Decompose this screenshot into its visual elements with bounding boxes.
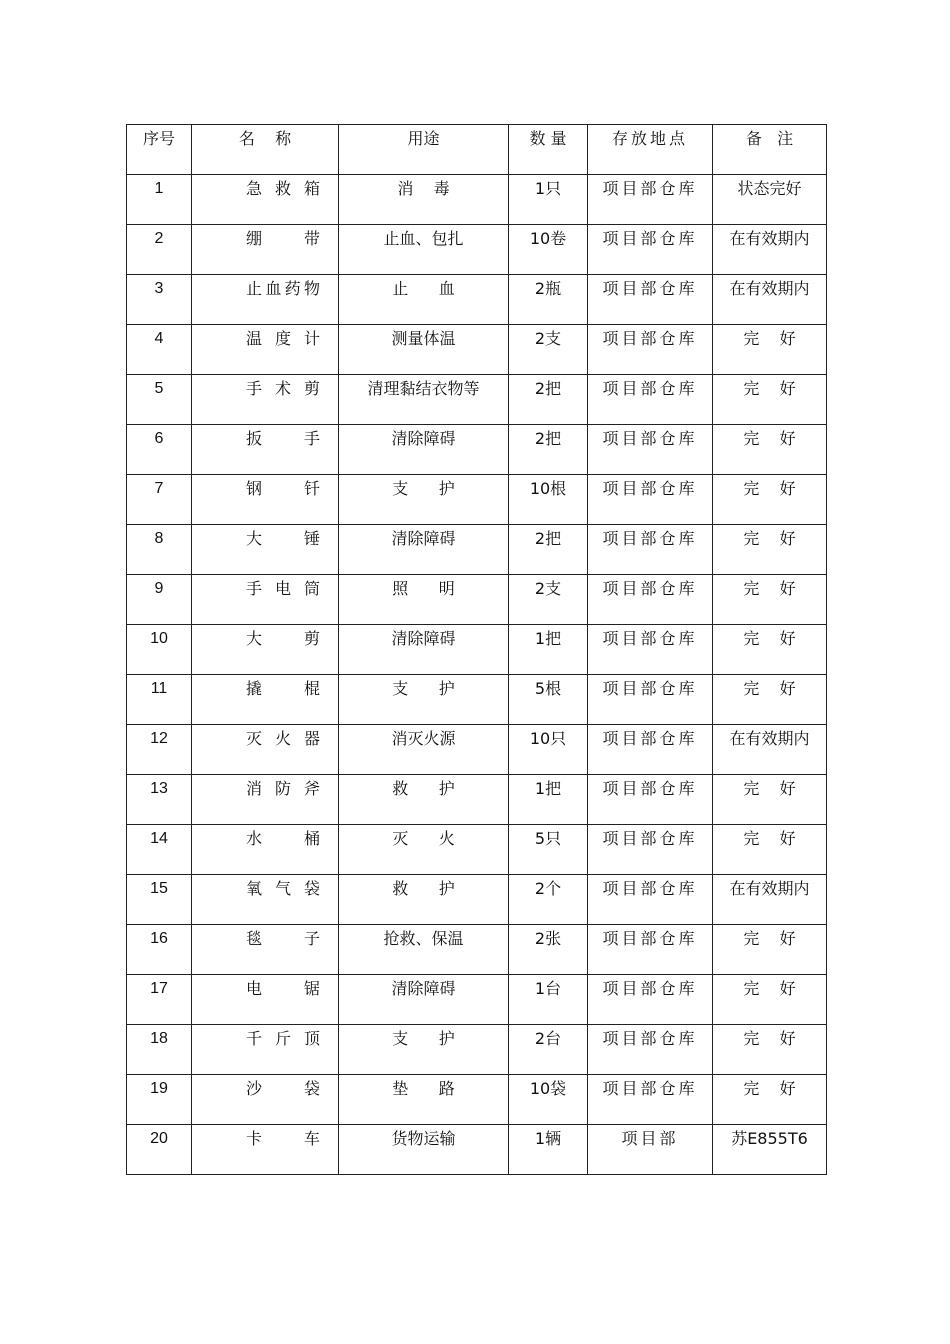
table-row xyxy=(127,925,827,975)
cell-note: 在有效期内 xyxy=(713,275,827,325)
cell-seq: 18 xyxy=(127,1025,192,1075)
cell-note: 完 好 xyxy=(713,375,827,425)
table-row xyxy=(127,175,827,225)
cell-qty: 2把 xyxy=(509,375,588,425)
table-row xyxy=(127,975,827,1025)
cell-note: 苏E855T6 xyxy=(713,1125,827,1175)
cell-use: 支 护 xyxy=(339,1025,509,1075)
item-name-text: 大 剪 xyxy=(246,629,320,648)
cell-name xyxy=(192,525,339,575)
table-row xyxy=(127,275,827,325)
cell-seq: 19 xyxy=(127,1075,192,1125)
cell-location: 项目部仓库 xyxy=(588,975,713,1025)
item-name-text: 手 术 剪 xyxy=(246,379,320,398)
cell-note: 完 好 xyxy=(713,625,827,675)
cell-location: 项目部仓库 xyxy=(588,825,713,875)
cell-qty: 5只 xyxy=(509,825,588,875)
cell-name xyxy=(192,825,339,875)
cell-seq: 16 xyxy=(127,925,192,975)
cell-note: 在有效期内 xyxy=(713,875,827,925)
cell-name xyxy=(192,375,339,425)
cell-qty: 1台 xyxy=(509,975,588,1025)
cell-note: 完 好 xyxy=(713,975,827,1025)
item-name-text: 氧 气 袋 xyxy=(246,879,320,898)
cell-note: 完 好 xyxy=(713,325,827,375)
cell-location: 项目部仓库 xyxy=(588,575,713,625)
header-use: 用途 xyxy=(339,125,509,175)
cell-location: 项目部仓库 xyxy=(588,1025,713,1075)
table-row xyxy=(127,1025,827,1075)
item-name-text: 大 锤 xyxy=(246,529,320,548)
cell-note: 完 好 xyxy=(713,425,827,475)
cell-note: 完 好 xyxy=(713,1025,827,1075)
cell-qty: 2张 xyxy=(509,925,588,975)
cell-seq: 15 xyxy=(127,875,192,925)
item-name-text: 毯 子 xyxy=(246,929,320,948)
cell-use: 清除障碍 xyxy=(339,625,509,675)
cell-name xyxy=(192,575,339,625)
cell-qty: 1辆 xyxy=(509,1125,588,1175)
cell-seq: 6 xyxy=(127,425,192,475)
item-name-text: 止血药物 xyxy=(246,279,320,298)
cell-seq: 11 xyxy=(127,675,192,725)
cell-location: 项目部仓库 xyxy=(588,925,713,975)
cell-qty: 1把 xyxy=(509,775,588,825)
cell-use: 清除障碍 xyxy=(339,975,509,1025)
cell-seq: 1 xyxy=(127,175,192,225)
emergency-equipment-table xyxy=(126,124,827,1175)
cell-name xyxy=(192,425,339,475)
cell-seq: 4 xyxy=(127,325,192,375)
item-name-text: 水 桶 xyxy=(246,829,320,848)
item-name-text: 温 度 计 xyxy=(246,329,320,348)
cell-use: 垫 路 xyxy=(339,1075,509,1125)
cell-location: 项目部仓库 xyxy=(588,875,713,925)
cell-name xyxy=(192,275,339,325)
cell-seq: 7 xyxy=(127,475,192,525)
cell-note: 完 好 xyxy=(713,525,827,575)
table-row xyxy=(127,825,827,875)
cell-use: 支 护 xyxy=(339,675,509,725)
cell-name xyxy=(192,1025,339,1075)
cell-qty: 10卷 xyxy=(509,225,588,275)
table-row xyxy=(127,775,827,825)
table-row xyxy=(127,725,827,775)
cell-use: 清除障碍 xyxy=(339,425,509,475)
item-name-text: 消 防 斧 xyxy=(246,779,320,798)
header-qty: 数 量 xyxy=(509,125,588,175)
cell-location: 项目部仓库 xyxy=(588,175,713,225)
cell-location: 项目部仓库 xyxy=(588,675,713,725)
item-name-text: 电 锯 xyxy=(246,979,320,998)
cell-location: 项目部仓库 xyxy=(588,1075,713,1125)
cell-seq: 20 xyxy=(127,1125,192,1175)
cell-qty: 2个 xyxy=(509,875,588,925)
cell-seq: 14 xyxy=(127,825,192,875)
cell-seq: 17 xyxy=(127,975,192,1025)
table-row xyxy=(127,675,827,725)
item-name-text: 绷 带 xyxy=(246,229,320,248)
cell-qty: 2支 xyxy=(509,325,588,375)
cell-location: 项目部仓库 xyxy=(588,625,713,675)
cell-qty: 10根 xyxy=(509,475,588,525)
cell-name xyxy=(192,225,339,275)
cell-seq: 12 xyxy=(127,725,192,775)
cell-use: 照 明 xyxy=(339,575,509,625)
cell-seq: 3 xyxy=(127,275,192,325)
cell-name xyxy=(192,975,339,1025)
cell-use: 消灭火源 xyxy=(339,725,509,775)
cell-use: 止 血 xyxy=(339,275,509,325)
item-name-text: 手 电 筒 xyxy=(246,579,320,598)
cell-location: 项目部仓库 xyxy=(588,525,713,575)
cell-use: 灭 火 xyxy=(339,825,509,875)
cell-name xyxy=(192,1125,339,1175)
cell-name xyxy=(192,1075,339,1125)
cell-note: 完 好 xyxy=(713,825,827,875)
cell-seq: 8 xyxy=(127,525,192,575)
cell-name xyxy=(192,625,339,675)
cell-use: 救 护 xyxy=(339,875,509,925)
cell-name xyxy=(192,475,339,525)
cell-note: 完 好 xyxy=(713,475,827,525)
item-name-text: 卡 车 xyxy=(246,1129,320,1148)
cell-note: 状态完好 xyxy=(713,175,827,225)
cell-qty: 1只 xyxy=(509,175,588,225)
item-name-text: 撬 棍 xyxy=(246,679,320,698)
table-row xyxy=(127,475,827,525)
table-row xyxy=(127,325,827,375)
table-header-row xyxy=(127,125,827,175)
cell-note: 在有效期内 xyxy=(713,725,827,775)
table-row xyxy=(127,875,827,925)
cell-note: 完 好 xyxy=(713,675,827,725)
cell-location: 项目部仓库 xyxy=(588,725,713,775)
table-body xyxy=(127,175,827,1175)
cell-seq: 5 xyxy=(127,375,192,425)
header-seq: 序号 xyxy=(127,125,192,175)
cell-name xyxy=(192,925,339,975)
item-name-text: 灭 火 器 xyxy=(246,729,320,748)
cell-seq: 13 xyxy=(127,775,192,825)
cell-use: 清理黏结衣物等 xyxy=(339,375,509,425)
cell-note: 在有效期内 xyxy=(713,225,827,275)
cell-name xyxy=(192,675,339,725)
table-row xyxy=(127,225,827,275)
cell-qty: 2台 xyxy=(509,1025,588,1075)
cell-name xyxy=(192,775,339,825)
table-row xyxy=(127,375,827,425)
cell-use: 抢救、保温 xyxy=(339,925,509,975)
cell-location: 项目部 xyxy=(588,1125,713,1175)
cell-location: 项目部仓库 xyxy=(588,375,713,425)
cell-qty: 1把 xyxy=(509,625,588,675)
cell-location: 项目部仓库 xyxy=(588,775,713,825)
cell-name xyxy=(192,175,339,225)
header-location: 存放地点 xyxy=(588,125,713,175)
table-row xyxy=(127,575,827,625)
item-name-text: 扳 手 xyxy=(246,429,320,448)
cell-qty: 2把 xyxy=(509,425,588,475)
cell-qty: 2把 xyxy=(509,525,588,575)
item-name-text: 千 斤 顶 xyxy=(246,1029,320,1048)
cell-location: 项目部仓库 xyxy=(588,425,713,475)
cell-location: 项目部仓库 xyxy=(588,475,713,525)
cell-seq: 2 xyxy=(127,225,192,275)
item-name-text: 钢 钎 xyxy=(246,479,320,498)
item-name-text: 急 救 箱 xyxy=(246,179,320,198)
header-note: 备 注 xyxy=(713,125,827,175)
cell-seq: 9 xyxy=(127,575,192,625)
table-row xyxy=(127,1075,827,1125)
cell-note: 完 好 xyxy=(713,775,827,825)
cell-use: 支 护 xyxy=(339,475,509,525)
cell-location: 项目部仓库 xyxy=(588,325,713,375)
table-row xyxy=(127,1125,827,1175)
cell-seq: 10 xyxy=(127,625,192,675)
cell-qty: 2支 xyxy=(509,575,588,625)
item-name-text: 沙 袋 xyxy=(246,1079,320,1098)
cell-use: 清除障碍 xyxy=(339,525,509,575)
cell-use: 货物运输 xyxy=(339,1125,509,1175)
table-row xyxy=(127,625,827,675)
cell-name xyxy=(192,875,339,925)
cell-qty: 10只 xyxy=(509,725,588,775)
cell-use: 消 毒 xyxy=(339,175,509,225)
cell-use: 止血、包扎 xyxy=(339,225,509,275)
cell-note: 完 好 xyxy=(713,925,827,975)
cell-qty: 5根 xyxy=(509,675,588,725)
cell-name xyxy=(192,325,339,375)
cell-use: 救 护 xyxy=(339,775,509,825)
table-row xyxy=(127,525,827,575)
header-name: 名 称 xyxy=(192,125,339,175)
cell-location: 项目部仓库 xyxy=(588,225,713,275)
cell-qty: 10袋 xyxy=(509,1075,588,1125)
cell-note: 完 好 xyxy=(713,575,827,625)
cell-qty: 2瓶 xyxy=(509,275,588,325)
cell-location: 项目部仓库 xyxy=(588,275,713,325)
cell-use: 测量体温 xyxy=(339,325,509,375)
cell-name xyxy=(192,725,339,775)
table-row xyxy=(127,425,827,475)
cell-note: 完 好 xyxy=(713,1075,827,1125)
